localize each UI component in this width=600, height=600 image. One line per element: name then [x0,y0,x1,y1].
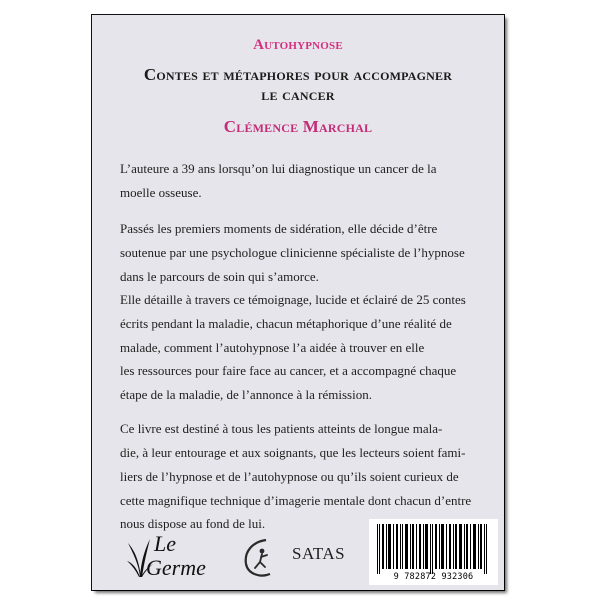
text-line: écrits pendant la maladie, chacun métaphorique d’une réalité de [120,316,452,331]
text-line: nous dispose au fond de lui. [120,516,266,531]
text-line: cette magnifique technique d’imagerie mentale dont chacun d’entre [120,493,472,508]
text-line: dans le parcours de soin qui s’amorce. [120,269,319,284]
text-line: soutenue par une psychologue clinicienne spécialiste de l’hypnose [120,245,465,260]
text-line: étape de la maladie, de l’annonce à la rémission. [120,387,372,402]
text-line: liers de l’hypnose et de l’autohypnose ou qu’ils soient curieux de [120,469,459,484]
isbn-number: 9 782872 932306 [393,572,474,582]
isbn-barcode [369,519,498,585]
publisher-logo-line-2: Germe [146,555,206,580]
publisher-logo-line-1: Le [154,531,176,556]
book-title-line-2: le cancer [261,85,335,104]
satas-logo [240,538,360,578]
text-line: L’auteure a 39 ans lorsqu’on lui diagnostique un cancer de la [120,161,437,176]
series-label: Autohypnose [253,37,343,53]
le-germe-logo [126,533,216,581]
text-line: die, à leur entourage et aux soignants, que les lecteurs soient fami- [120,445,466,460]
book-title-line-1: Contes et métaphores pour accompagner [143,65,453,84]
text-line: Ce livre est destiné à tous les patients atteints de longue mala- [120,421,443,436]
text-line: Elle détaille à travers ce témoignage, lucide et éclairé de 25 contes [120,292,466,307]
satas-emblem-icon [240,538,284,578]
text-line: malade, comment l’autohypnose l’a aidée à trouver en elle [120,340,425,355]
partner-logo-name: SATAS [292,544,346,563]
book-back-cover [92,15,504,590]
text-line: moelle osseuse. [120,185,202,200]
text-line: Passés les premiers moments de sidération, elle décide d’être [120,221,438,236]
author-name: Clémence Marchal [223,117,373,136]
text-line: les ressources pour faire face au cancer, et a accompagné chaque [120,363,457,378]
